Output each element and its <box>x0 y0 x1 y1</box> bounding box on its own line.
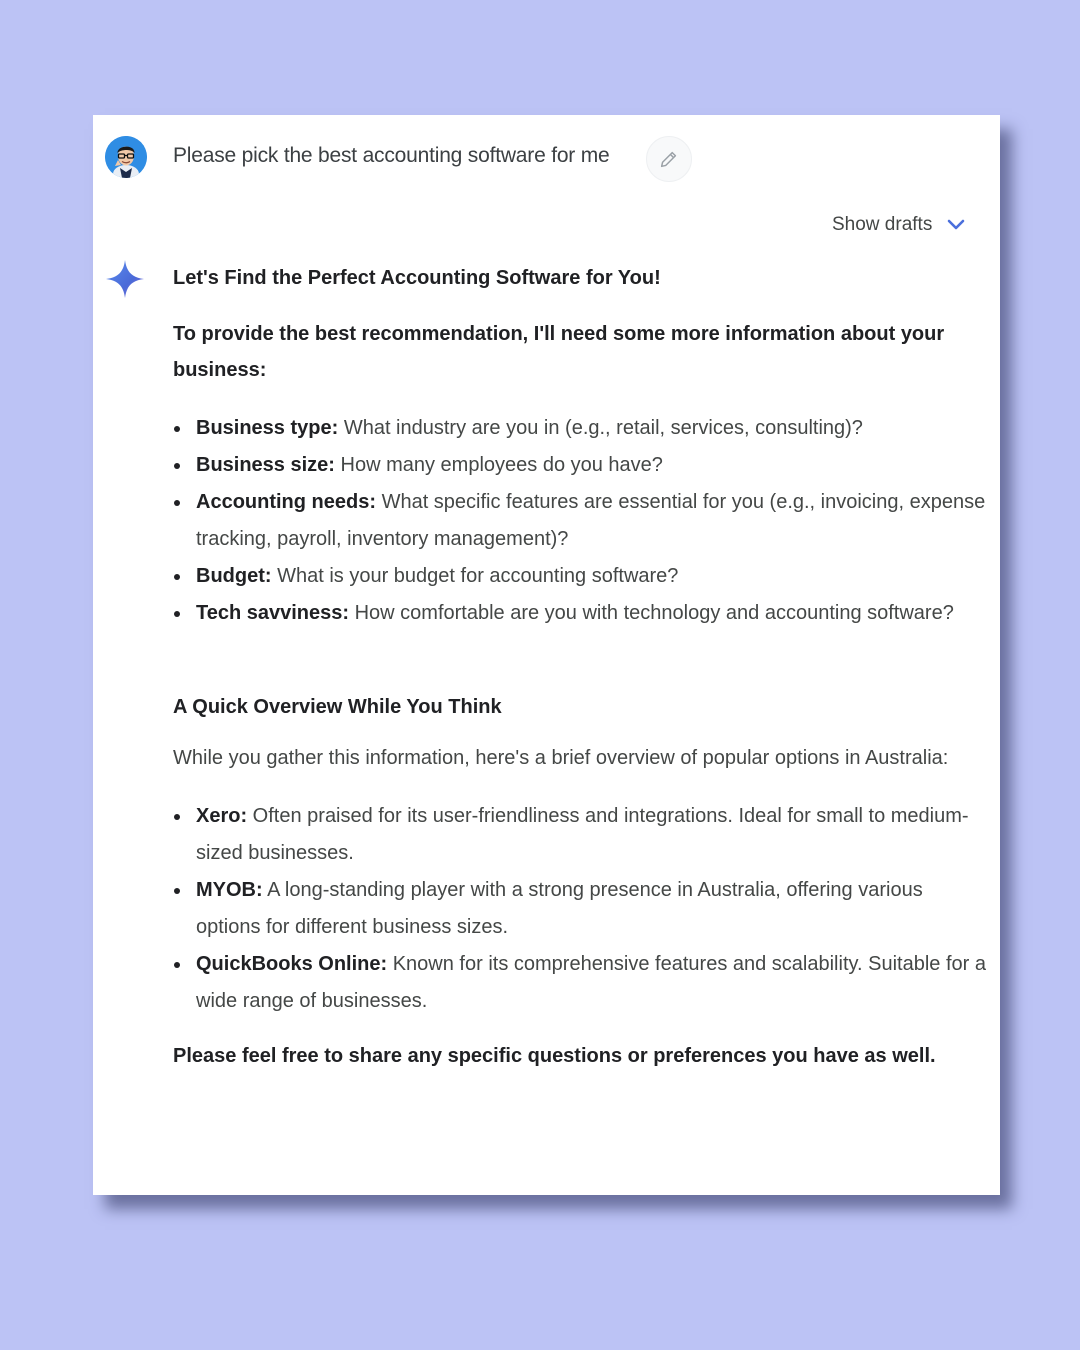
overview-heading: A Quick Overview While You Think <box>173 696 502 718</box>
list-item-label: QuickBooks Online: <box>196 953 388 975</box>
list-item-text: What is your budget for accounting software? <box>271 565 679 587</box>
pencil-icon <box>658 148 680 170</box>
list-item-label: MYOB: <box>196 879 263 901</box>
list-item-label: Business type: <box>196 417 339 439</box>
list-item-text: What industry are you in (e.g., retail, services, consulting)? <box>338 417 863 439</box>
list-item-label: Xero: <box>196 805 248 827</box>
list-item <box>173 484 988 558</box>
list-item-text: Often praised for its user-friendliness and integrations. Ideal for small to medium-sized businesses. <box>196 805 969 864</box>
list-item <box>173 595 988 632</box>
response-closing: Please feel free to share any specific questions or preferences you have as well. <box>173 1045 936 1067</box>
user-avatar[interactable] <box>105 136 147 178</box>
list-item-label: Tech savviness: <box>196 602 350 624</box>
list-item-label: Accounting needs: <box>196 491 377 513</box>
list-item <box>173 410 988 447</box>
list-item-text: A long-standing player with a strong presence in Australia, offering various options for different business sizes. <box>196 879 923 938</box>
list-item <box>173 798 988 872</box>
user-prompt-text: Please pick the best accounting software for me <box>173 144 610 167</box>
list-item <box>173 872 988 946</box>
assistant-response <box>173 263 988 1074</box>
edit-prompt-button[interactable] <box>646 136 692 182</box>
list-item <box>173 946 988 1020</box>
list-item-label: Budget: <box>196 565 272 587</box>
chat-panel <box>93 115 1000 1195</box>
response-intro: To provide the best recommendation, I'll need some more information about your business: <box>173 323 945 381</box>
options-list <box>173 798 988 1020</box>
list-item-text: How comfortable are you with technology and accounting software? <box>349 602 954 624</box>
show-drafts-label: Show drafts <box>832 214 933 235</box>
user-avatar-icon <box>105 136 147 178</box>
overview-intro: While you gather this information, here's a brief overview of popular options in Australia: <box>173 747 949 769</box>
list-item-text: What specific features are essential for you (e.g., invoicing, expense tracking, payroll, inventory management)? <box>196 491 986 550</box>
gemini-spark-icon <box>105 259 145 299</box>
list-item-label: Business size: <box>196 454 335 476</box>
list-item-text: How many employees do you have? <box>334 454 663 476</box>
list-item-text: Known for its comprehensive features and scalability. Suitable for a wide range of businesses. <box>196 953 986 1012</box>
show-drafts-button[interactable] <box>832 214 966 236</box>
chevron-down-icon <box>946 218 966 232</box>
question-list <box>173 410 988 632</box>
list-item <box>173 558 988 595</box>
list-item <box>173 447 988 484</box>
response-title: Let's Find the Perfect Accounting Software for You! <box>173 267 661 289</box>
